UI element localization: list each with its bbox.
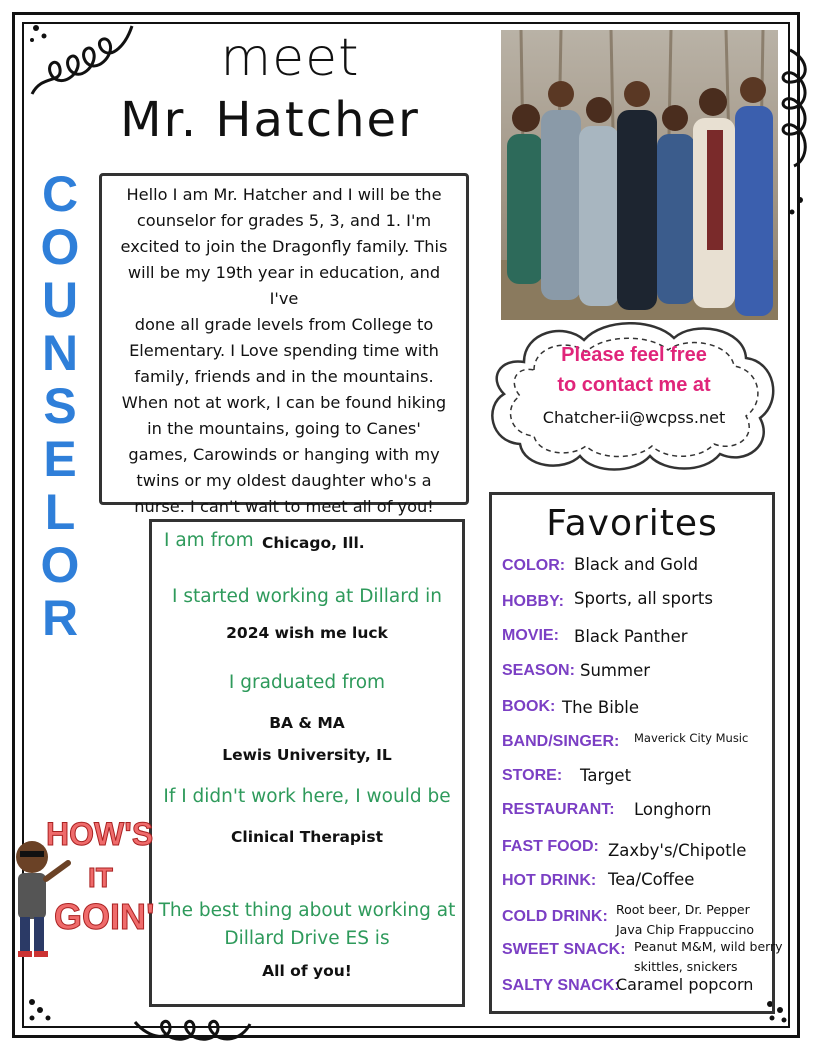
bio-box: [99, 173, 469, 516]
counselor-letter: U: [41, 272, 79, 328]
sticker-text-it: IT: [88, 862, 113, 893]
favorites-box: [489, 492, 783, 1014]
fav-value-restaurant: Longhorn: [634, 800, 712, 819]
page-title: Mr. Hatcher: [120, 92, 420, 148]
bitmoji-illustration: [6, 805, 156, 965]
fav-value-book: The Bible: [562, 698, 640, 717]
counselor-letter: R: [41, 590, 79, 646]
contact-line-2: to contact me at: [557, 374, 711, 396]
fav-value-salty-snack: Caramel popcorn: [616, 975, 754, 994]
bio-line: nurse. I can't wait to meet all of you!: [134, 497, 434, 516]
fav-value-fast-food: Zaxby's/Chipotle: [608, 841, 747, 860]
started-label: I started working at Dillard in: [172, 586, 442, 607]
started-value: 2024 wish me luck: [226, 624, 388, 642]
best-thing-label-1: The best thing about working at: [158, 900, 456, 921]
degree-value: BA & MA: [269, 714, 345, 732]
bio-line: in the mountains, going to Canes': [147, 419, 421, 438]
counselor-letter: O: [40, 219, 80, 275]
fav-value-movie: Black Panther: [574, 627, 688, 646]
dots-doodle-bottom-left: [26, 996, 56, 1026]
graduated-label: I graduated from: [228, 672, 386, 693]
from-value: Chicago, Ill.: [262, 534, 365, 552]
school-value: Lewis University, IL: [222, 746, 392, 764]
contact-bubble: [484, 322, 784, 472]
fav-category-salty-snack: SALTY SNACK:: [502, 977, 620, 994]
fav-category-store: STORE:: [502, 767, 563, 784]
fav-value-sweet-snack-2: skittles, snickers: [634, 959, 738, 974]
fav-category-movie: MOVIE:: [502, 627, 559, 644]
bio-line: twins or my oldest daughter who's a: [136, 471, 432, 490]
meet-heading: meet: [220, 28, 360, 88]
fav-value-hot-drink: Tea/Coffee: [608, 870, 695, 889]
counselor-letter: L: [44, 484, 76, 540]
fav-category-hobby: HOBBY:: [502, 593, 564, 610]
fav-value-hobby: Sports, all sports: [574, 589, 713, 608]
fav-value-store: Target: [580, 766, 632, 785]
best-thing-label-2: Dillard Drive ES is: [224, 928, 390, 949]
family-photo: [501, 30, 778, 320]
sticker-text-goin: GOIN': [54, 896, 155, 937]
contact-line-1: Please feel free: [561, 344, 707, 366]
bio-line: counselor for grades 5, 3, and 1. I'm: [136, 211, 432, 230]
fav-value-cold-drink-2: Java Chip Frappuccino: [616, 922, 755, 937]
fav-category-sweet-snack: SWEET SNACK:: [502, 941, 626, 958]
counselor-letter: E: [43, 431, 77, 487]
fav-value-color: Black and Gold: [574, 555, 699, 574]
bio-line: Hello I am Mr. Hatcher and I will be the: [126, 185, 442, 204]
bio-line: family, friends and in the mountains.: [134, 367, 434, 386]
fav-category-color: COLOR:: [502, 557, 566, 574]
counselor-vertical-title: [38, 168, 82, 645]
bio-line: When not at work, I can be found hiking: [121, 393, 447, 412]
fav-category-hot-drink: HOT DRINK:: [502, 872, 597, 889]
alt-career-value: Clinical Therapist: [231, 828, 383, 846]
counselor-letter: C: [41, 166, 79, 222]
bio-line: done all grade levels from College to: [134, 315, 434, 334]
fav-category-season: SEASON:: [502, 662, 575, 679]
fav-category-band-singer: BAND/SINGER:: [502, 733, 620, 750]
alt-career-label: If I didn't work here, I would be: [163, 786, 451, 807]
counselor-letter: N: [41, 325, 79, 381]
swirl-doodle-bottom: [130, 1010, 270, 1050]
family-photo-illustration: [501, 30, 778, 320]
counselor-letter: O: [40, 537, 80, 593]
bio-line: excited to join the Dragonfly family. This: [120, 237, 448, 256]
sticker-text-hows: HOW'S: [46, 816, 154, 852]
bio-line: will be my 19th year in education, and I've: [127, 263, 441, 308]
fav-category-fast-food: FAST FOOD:: [502, 838, 599, 855]
favorites-title: Favorites: [546, 503, 718, 544]
fav-value-season: Summer: [580, 661, 651, 680]
contact-email-link[interactable]: Chatcher-ii@wcpss.net: [542, 408, 726, 427]
bio-line: Elementary. I Love spending time with: [129, 341, 439, 360]
hows-it-goin-sticker: [6, 805, 156, 965]
counselor-letter: S: [43, 378, 77, 434]
from-label: I am from: [164, 530, 254, 551]
fav-category-restaurant: RESTAURANT:: [502, 801, 615, 818]
bio-line: games, Carowinds or hanging with my: [128, 445, 440, 464]
fav-value-band-singer: Maverick City Music: [634, 731, 749, 745]
fav-value-sweet-snack: Peanut M&M, wild berry: [634, 939, 783, 954]
fav-category-cold-drink: COLD DRINK:: [502, 908, 608, 925]
fav-value-cold-drink: Root beer, Dr. Pepper: [616, 902, 750, 917]
facts-box: [149, 519, 465, 1007]
fav-category-book: BOOK:: [502, 698, 556, 715]
contact-heading: [484, 340, 784, 400]
best-thing-value: All of you!: [262, 962, 352, 980]
swirl-doodle-top-left: [22, 14, 142, 104]
